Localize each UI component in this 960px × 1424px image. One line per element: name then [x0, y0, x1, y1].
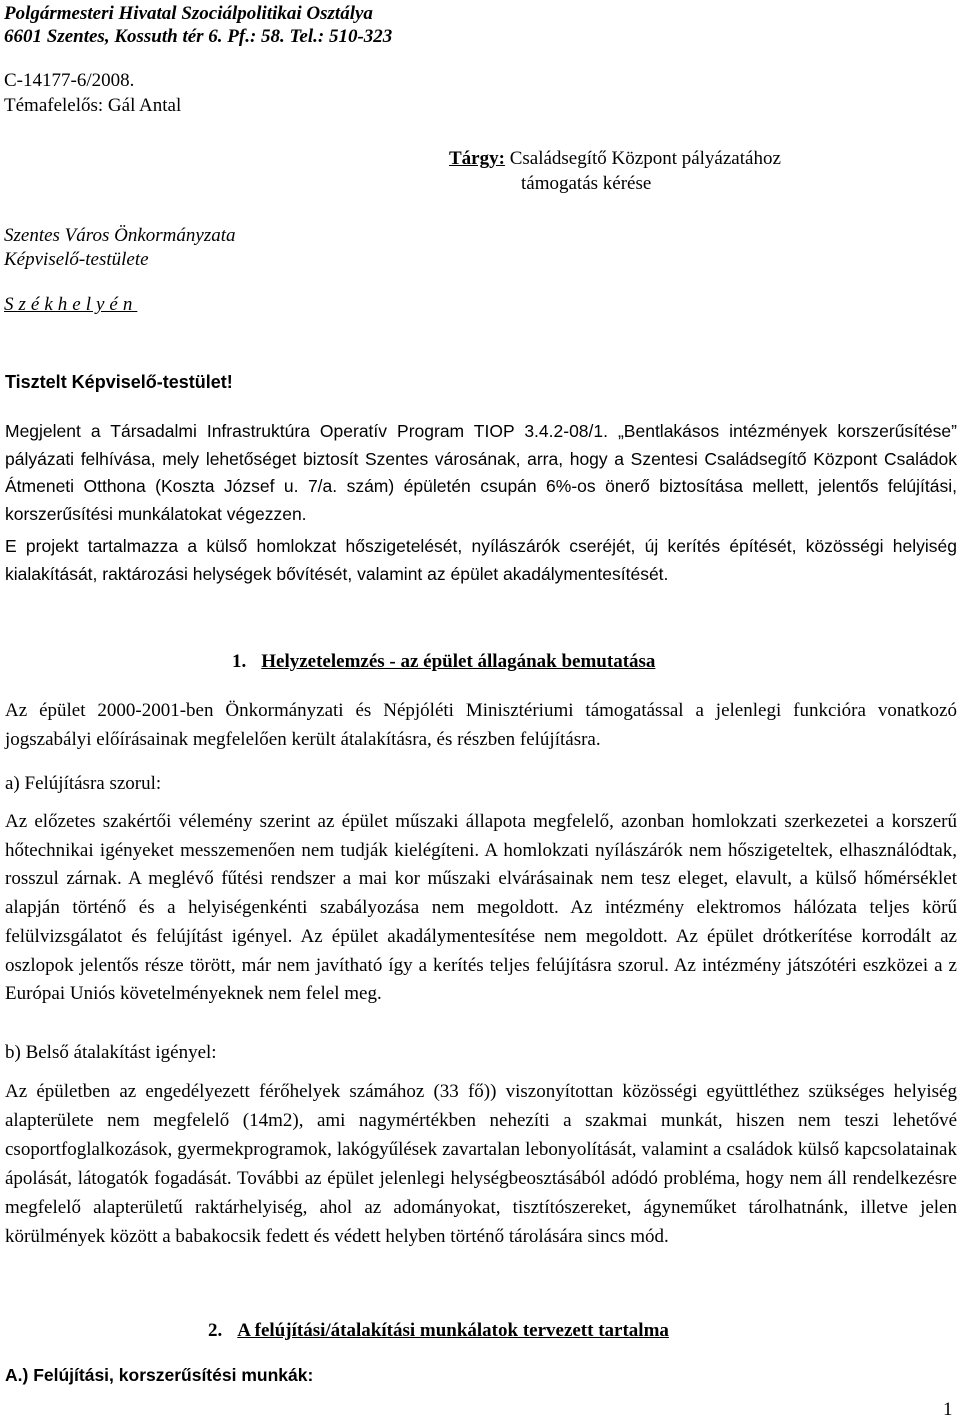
- subsection-a-paragraph: Az előzetes szakértői vélemény szerint az épület műszaki állapota megfelelő, azonban homlokzati szerkezetei a korszerű hőtechnikai igényeket messzemenően nem tudják kielégíteni. A homlokzati nyílászárók nem hőszigeteltek, elhasználódtak, rosszul zárnak. A meglévő fűtési rendszer a mai kor műszaki elvárásainak nem tesz eleget, elavult, a külső hőmérséklet alapján történő és a helyiségenkénti szabályozása nem megoldott. Az intézmény elektromos hálózata teljes körű felülvizsgálatot és felújítást igényel. Az épület akadálymentesítése nem megoldott. Az épület drótkerítése korrodált az oszlopok jelentős része törött, már nem javítható így a kerítés teljes felújításra szorul. Az intézmény játszótéri eszközei a z Európai Uniós követelményeknek nem felel meg.: [5, 811, 957, 1005]
- subsection-b-label: b) Belső átalakítást igényel:: [5, 1042, 217, 1063]
- subject-line2: támogatás kérése: [521, 173, 652, 194]
- addressee-line2: Képviselő-testülete: [4, 249, 149, 270]
- case-number: C-14177-6/2008.: [4, 70, 135, 91]
- section1-heading: [232, 649, 655, 675]
- subsection-b-paragraph: Az épületben az engedélyezett férőhelyek számához (33 fő)) viszonyítottan közösségi együttléthez szükséges helyiség alapterülete nem megfelelő (14m2), ami nagymértékben nehezíti a szakmai munkát, hiszen nem teszi lehetővé csoportfoglalkozások, gyermekprogramok, lakógyűlések zavartalan lebonyolítását, valamint a családok külső kapcsolatainak ápolását, látogatók fogadását. További az épület jelenlegi helységbeosztásából adódó probléma, hogy nem áll rendelkezésre megfelelő alapterületű raktárhelyiség, ahol az adományokat, tisztítószereket, ágyneműket tárolhatnánk, illetve jelen körülmények között a babakocsik fedett és védett helyben történő tárolására sincs mód.: [5, 1081, 957, 1247]
- subject-label: Tárgy:: [449, 148, 505, 169]
- intro-paragraph: Megjelent a Társadalmi Infrastruktúra Operatív Program TIOP 3.4.2-08/1. „Bentlakásos intézmények korszerűsítése” pályázati felhívása, mely lehetőséget biztosít Szentes városának, arra, hogy a Szentesi Családsegítő Központ Családok Átmeneti Otthona (Koszta József u. 7/a. szám) épületén csupán 6%-os önerő biztosítása mellett, jelentős felújítási, korszerűsítési munkálatokat végezzen.: [5, 421, 957, 524]
- page-number: 1: [943, 1399, 953, 1420]
- subsection-A-label: A.) Felújítási, korszerűsítési munkák:: [5, 1365, 314, 1385]
- subject-text: Családsegítő Központ pályázatához: [504, 148, 781, 169]
- section2-title: A felújítási/átalakítási munkálatok tervezett tartalma: [237, 1320, 669, 1341]
- section1-number: 1.: [232, 651, 247, 672]
- project-paragraph: E projekt tartalmazza a külső homlokzat hőszigetelését, nyílászárók cseréjét, új kerítés építését, közösségi helyiség kialakítását, raktározási helységek bővítését, valamint az épület akadálymentesítését.: [5, 536, 957, 584]
- letterhead-address: 6601 Szentes, Kossuth tér 6. Pf.: 58. Tel.: 510-323: [4, 26, 393, 47]
- section2-number: 2.: [208, 1320, 223, 1341]
- section1-title: Helyzetelemzés - az épület állagának bemutatása: [261, 651, 656, 672]
- addressee-line1: Szentes Város Önkormányzata: [4, 225, 236, 246]
- subsection-a-label: a) Felújításra szorul:: [5, 773, 162, 794]
- section1-paragraph: Az épület 2000-2001-ben Önkormányzati és Népjóléti Minisztériumi támogatással a jelenlegi funkcióra vonatkozó jogszabályi előírásainak megfelelően került átalakításra, és részben felújításra.: [5, 700, 957, 750]
- salutation: Tisztelt Képviselő-testület!: [5, 372, 233, 392]
- section2-heading: [208, 1318, 669, 1344]
- responsible-officer: Témafelelős: Gál Antal: [4, 95, 182, 116]
- subject-line: [449, 147, 781, 170]
- letterhead-office: Polgármesteri Hivatal Szociálpolitikai Osztálya: [4, 3, 373, 24]
- addressee-line3: Székhelyén: [4, 294, 138, 315]
